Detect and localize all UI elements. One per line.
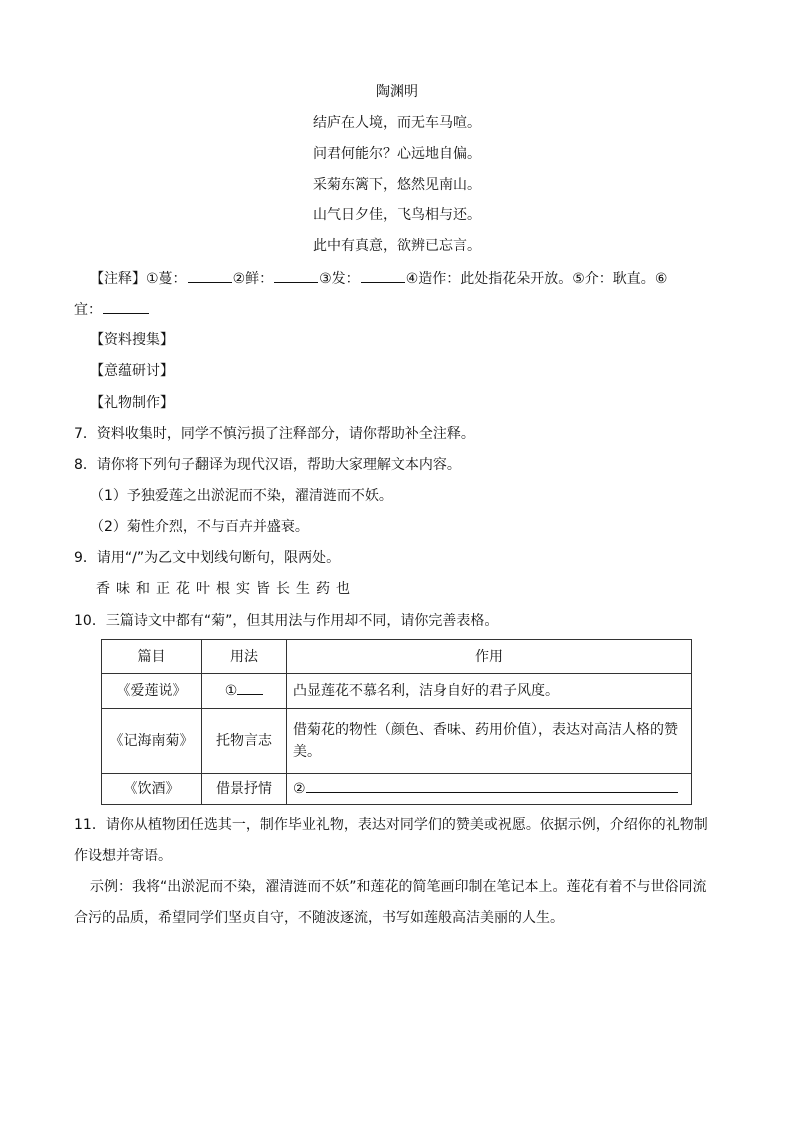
note-4-text: ④造作：此处指花朵开放。 bbox=[405, 271, 573, 287]
note-6-blank[interactable] bbox=[103, 299, 149, 314]
note-2-label: ②鲜： bbox=[232, 271, 274, 287]
note-6-number: ⑥ bbox=[654, 271, 668, 287]
question-8-sentence-2: （2）菊性介烈，不与百卉并盛衰。 bbox=[90, 519, 309, 535]
note-5-text: ⑤介：耿直。 bbox=[572, 271, 655, 287]
notes-tag: 【注释】 bbox=[90, 271, 146, 287]
effect-blank-number: ② bbox=[293, 781, 306, 797]
table-cell-effect bbox=[287, 774, 692, 805]
table-row bbox=[102, 674, 692, 709]
question-8-stem: 8．请你将下列句子翻译为现代汉语，帮助大家理解文本内容。 bbox=[74, 457, 461, 473]
note-3-blank[interactable] bbox=[361, 268, 405, 283]
table-row bbox=[102, 709, 692, 774]
poem-line-5: 此中有真意，欲辨已忘言。 bbox=[313, 238, 481, 254]
table-cell-title: 《饮酒》 bbox=[102, 774, 202, 805]
question-11-stem-1: 11．请你从植物团任选其一，制作毕业礼物，表达对同学们的赞美或祝愿。依据示例，介绍你的礼物制 bbox=[74, 817, 708, 833]
table-cell-usage bbox=[202, 674, 287, 709]
poem-line-3: 采菊东篱下，悠然见南山。 bbox=[313, 177, 481, 193]
section-gift: 【礼物制作】 bbox=[90, 395, 174, 411]
notes-line-2 bbox=[74, 299, 150, 320]
table-cell-title: 《爱莲说》 bbox=[102, 674, 202, 709]
table-row bbox=[102, 774, 692, 805]
table-cell-effect: 借菊花的物性（颜色、香味、药用价值），表达对高洁人格的赞美。 bbox=[287, 709, 692, 774]
table-cell-usage: 托物言志 bbox=[202, 709, 287, 774]
note-3-label: ③发： bbox=[319, 271, 360, 287]
question-7: 7．资料收集时，同学不慎污损了注释部分，请你帮助补全注释。 bbox=[74, 426, 475, 442]
table-cell-usage: 借景抒情 bbox=[202, 774, 287, 805]
table-header-usage: 用法 bbox=[202, 640, 287, 674]
question-11-stem-2: 作设想并寄语。 bbox=[74, 848, 172, 864]
note-6-label: 宜： bbox=[74, 302, 102, 318]
question-9-stem: 9．请用“/”为乙文中划线句断句，限两处。 bbox=[74, 550, 341, 566]
section-discuss: 【意蕴研讨】 bbox=[90, 363, 174, 379]
note-1-blank[interactable] bbox=[188, 268, 232, 283]
question-10-stem: 10．三篇诗文中都有“菊”，但其用法与作用却不同，请你完善表格。 bbox=[74, 613, 499, 629]
question-11-example-1: 示例：我将“出淤泥而不染，濯清涟而不妖”和莲花的简笔画印制在笔记本上。莲花有着不与世俗同流 bbox=[90, 879, 707, 895]
poem-line-2: 问君何能尔？心远地自偏。 bbox=[313, 146, 481, 162]
table-cell-title: 《记海南菊》 bbox=[102, 709, 202, 774]
usage-blank-number: ① bbox=[224, 683, 238, 699]
table-header-title: 篇目 bbox=[102, 640, 202, 674]
effect-blank[interactable] bbox=[306, 778, 678, 793]
usage-effect-table bbox=[101, 639, 692, 805]
question-11-example-2: 合污的品质，希望同学们坚贞自守，不随波逐流，书写如莲般高洁美丽的人生。 bbox=[74, 910, 564, 926]
note-2-blank[interactable] bbox=[274, 268, 318, 283]
table-cell-effect: 凸显莲花不慕名利，洁身自好的君子风度。 bbox=[287, 674, 692, 709]
question-9-sentence: 香味和正花叶根实皆长生药也 bbox=[96, 581, 356, 597]
notes-line bbox=[90, 268, 667, 289]
question-8-sentence-1: （1）予独爱莲之出淤泥而不染，濯清涟而不妖。 bbox=[90, 488, 393, 504]
poem-line-4: 山气日夕佳，飞鸟相与还。 bbox=[313, 207, 481, 223]
section-collect: 【资料搜集】 bbox=[90, 332, 174, 348]
poem-author: 陶渊明 bbox=[376, 84, 418, 100]
note-1-label: ①蔓： bbox=[146, 271, 187, 287]
poem-line-1: 结庐在人境，而无车马喧。 bbox=[313, 115, 481, 131]
usage-blank[interactable] bbox=[237, 680, 263, 695]
table-header-effect: 作用 bbox=[287, 640, 692, 674]
